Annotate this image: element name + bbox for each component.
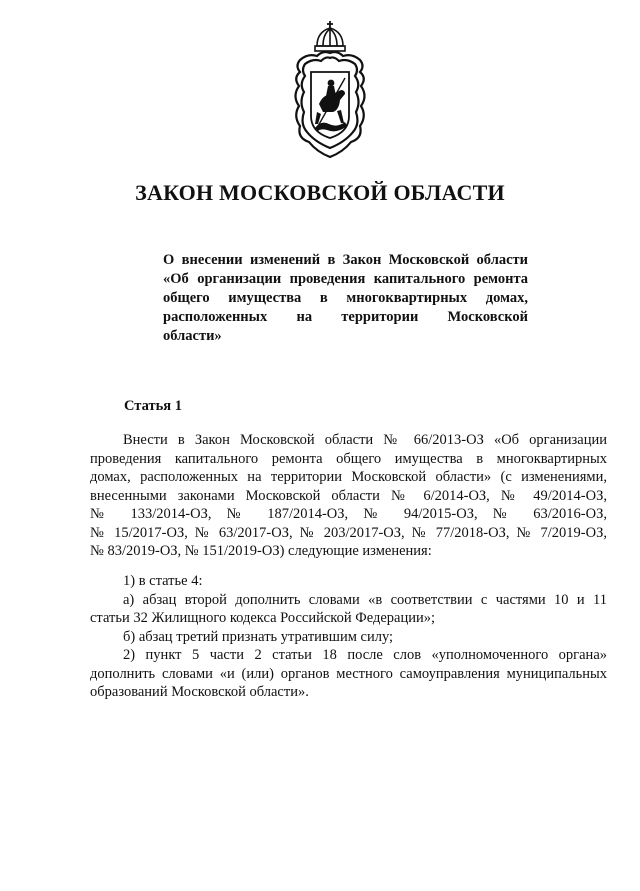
paragraph-line: проведения капитального ремонта общего имущества в многоквартирных	[90, 450, 607, 467]
amendment-item-1b: б) абзац третий признать утратившим силу;	[123, 628, 394, 645]
paragraph-line: внесенными законами Московской области № 6/2014-ОЗ, № 49/2014-ОЗ,	[90, 487, 607, 504]
document-title: ЗАКОН МОСКОВСКОЙ ОБЛАСТИ	[135, 180, 505, 205]
paragraph-line: № 83/2019-ОЗ, № 151/2019-ОЗ) следующие изменения:	[90, 543, 432, 559]
coat-of-arms-icon	[287, 20, 373, 160]
paragraph-line: № 133/2014-ОЗ, № 187/2014-ОЗ, № 94/2015-ОЗ, № 63/2016-ОЗ,	[90, 506, 607, 522]
paragraph-line: домах, расположенных на территории Московской области» (с изменениями,	[90, 469, 607, 485]
amendment-item-1a-cont: статьи 32 Жилищного кодекса Российской Федерации»;	[90, 610, 436, 626]
amendment-item-1a: а) абзац второй дополнить словами «в соответствии с частями 10 и 11	[123, 591, 607, 608]
subject-line: О внесении изменений в Закон Московской области	[163, 252, 528, 268]
subject-line: «Об организации проведения капитального ремонта	[163, 271, 528, 287]
article-intro-paragraph	[90, 431, 607, 561]
law-subject	[163, 251, 528, 346]
subject-line: общего имущества в многоквартирных домах,	[163, 290, 528, 306]
paragraph-line: Внести в Закон Московской области № 66/2013-ОЗ «Об организации	[123, 432, 607, 448]
amendment-item-2-cont: образований Московской области».	[90, 684, 309, 700]
amendments-list	[90, 572, 607, 702]
subject-line: расположенных на территории Московской	[163, 309, 528, 325]
amendment-item-1: 1) в статье 4:	[123, 573, 203, 589]
article-heading: Статья 1	[124, 398, 182, 414]
amendment-item-2-cont: дополнить словами «и (или) органов местного самоуправления муниципальных	[90, 665, 607, 682]
amendment-item-2: 2) пункт 5 части 2 статьи 18 после слов «уполномоченного органа»	[123, 647, 607, 663]
subject-line: области»	[163, 328, 222, 344]
paragraph-line: № 15/2017-ОЗ, № 63/2017-ОЗ, № 203/2017-ОЗ, № 77/2018-ОЗ, № 7/2019-ОЗ,	[90, 524, 607, 541]
